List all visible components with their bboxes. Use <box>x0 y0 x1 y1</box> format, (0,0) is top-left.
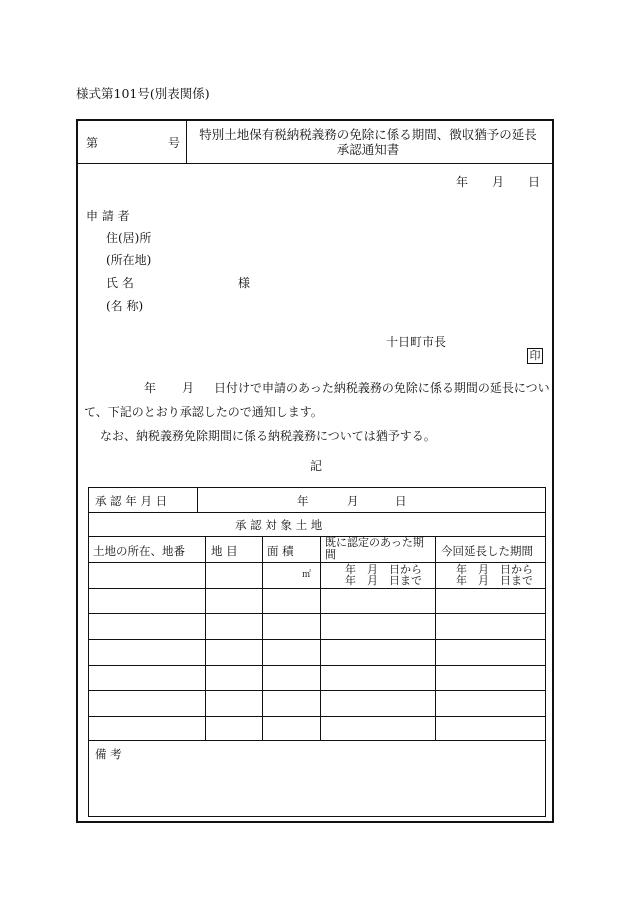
approval-day: 日 <box>395 494 407 508</box>
number-prefix: 第 <box>86 136 99 150</box>
name-label: 氏 名 <box>106 276 134 290</box>
ki-heading: 記 <box>310 459 323 473</box>
notification-form <box>76 119 554 823</box>
number-suffix: 号 <box>168 136 181 150</box>
body-line2: て、下記のとおり承認したので通知します。 <box>84 405 323 419</box>
date-day: 日 <box>528 175 541 189</box>
form-title: 特別土地保有税納税義務の免除に係る期間、徴収猶予の延長承認通知書 <box>199 127 537 157</box>
col-existing-period: 既に認定のあった期間 <box>325 536 424 561</box>
document-number-cell <box>78 121 187 163</box>
body-year: 年 <box>144 381 157 395</box>
honorific-sama: 様 <box>238 276 251 290</box>
approval-month: 月 <box>347 494 359 508</box>
body-month: 月 <box>182 381 195 395</box>
address-label: 住(居)所 <box>106 231 152 245</box>
approval-date-label: 承 認 年 月 日 <box>95 494 168 508</box>
details-table <box>88 487 546 817</box>
seal-box: 印 <box>527 348 543 364</box>
date-year: 年 <box>456 175 469 189</box>
form-header <box>78 121 552 164</box>
date-month: 月 <box>492 175 505 189</box>
col-location: 土地の所在、地番 <box>93 544 185 558</box>
remarks-label: 備 考 <box>95 747 122 761</box>
approval-year: 年 <box>297 494 309 508</box>
target-land-heading: 承 認 対 象 土 地 <box>235 518 323 532</box>
corp-name-label: (名 称) <box>106 299 144 313</box>
existing-from: 年 月 日から <box>345 563 422 576</box>
issuer-mayor: 十日町市長 <box>386 335 447 349</box>
applicant-label: 申 請 者 <box>86 209 130 223</box>
extended-to: 年 月 日まで <box>456 574 533 587</box>
col-extended-period: 今回延長した期間 <box>441 544 533 558</box>
col-area: 面 積 <box>267 544 294 558</box>
area-unit: ㎡ <box>302 570 312 580</box>
body-line3: なお、納税義務免除期間に係る納税義務については猶予する。 <box>100 429 436 443</box>
extended-from: 年 月 日から <box>456 563 533 576</box>
existing-to: 年 月 日まで <box>345 574 422 587</box>
col-land-category: 地 目 <box>211 544 238 558</box>
location-label: (所在地) <box>106 253 152 267</box>
body-line1: 日付けで申請のあった納税義務の免除に係る期間の延長につい <box>214 381 550 395</box>
form-number-label: 様式第101号(別表関係) <box>76 86 210 101</box>
